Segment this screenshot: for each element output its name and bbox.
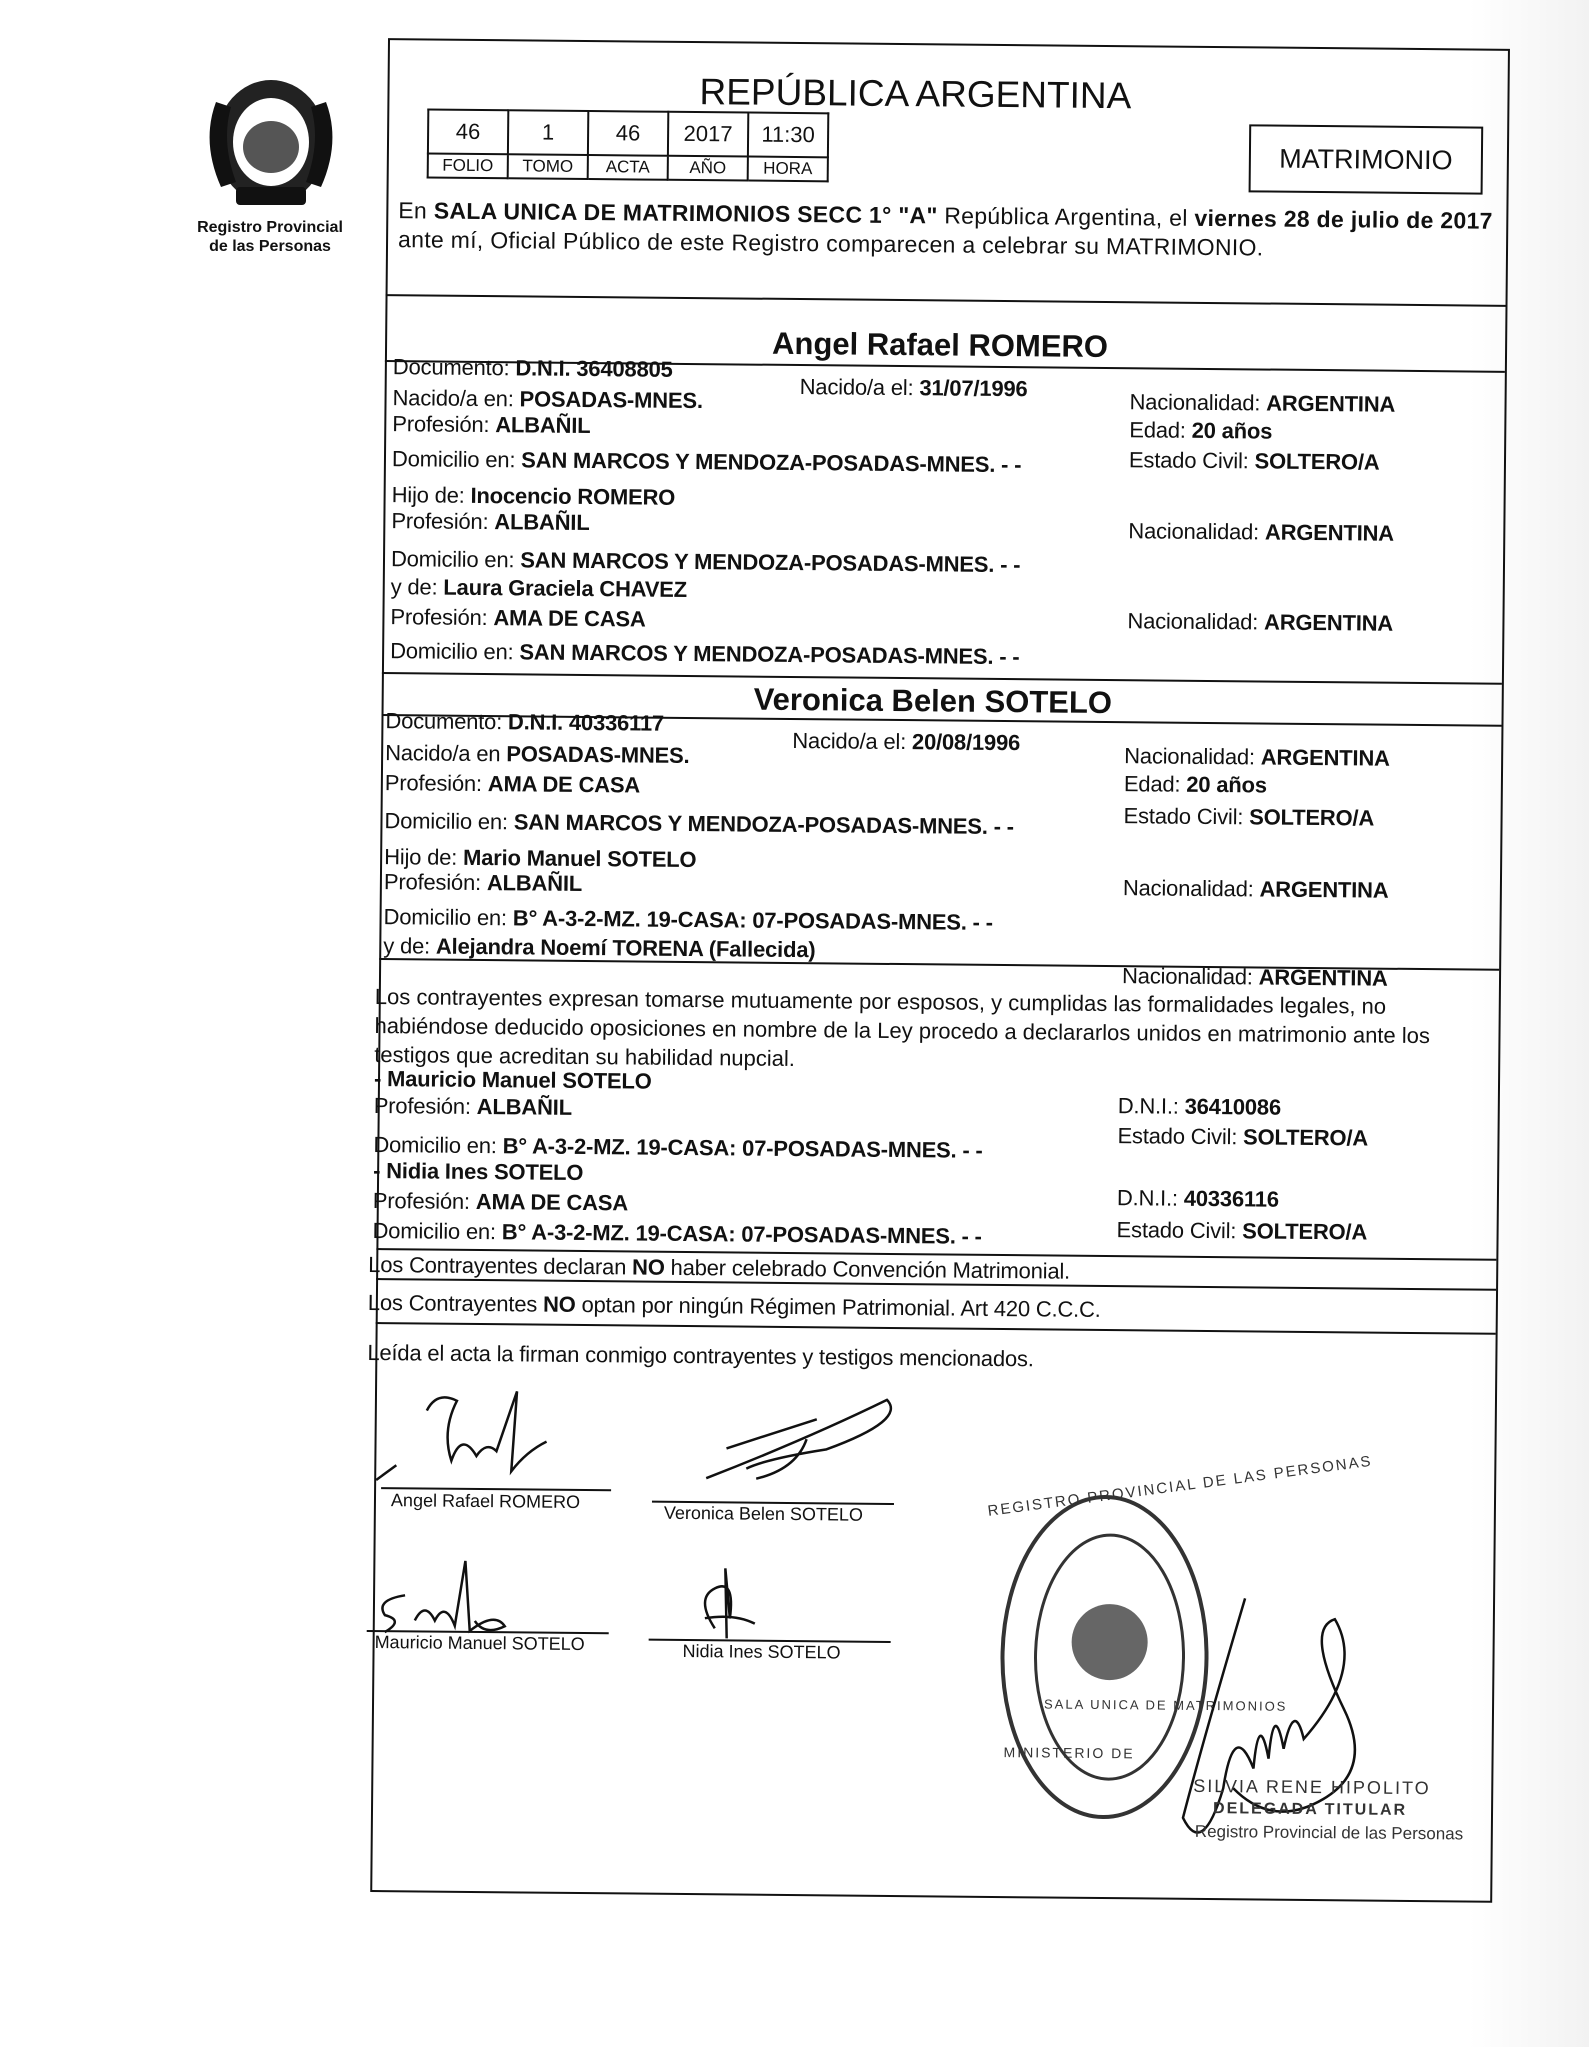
- tomo-label: TOMO: [508, 154, 588, 179]
- spouse2-birthplace: Nacido/a en POSADAS-MNES.: [385, 740, 690, 769]
- acta-value: 46: [588, 111, 668, 156]
- spouse1-father-profession: Profesión: ALBAÑIL: [391, 508, 590, 536]
- spouse2-father-nationality: Nacionalidad: ARGENTINA: [1122, 875, 1389, 903]
- hora-value: 11:30: [748, 113, 828, 158]
- folio-label: FOLIO: [428, 153, 508, 178]
- registry-table: [427, 108, 830, 182]
- issuer-caption-line2: de las Personas: [209, 238, 331, 255]
- signature-name-4: Nidia Ines SOTELO: [682, 1640, 841, 1663]
- spouse1-civil-status: Estado Civil: SOLTERO/A: [1128, 447, 1380, 475]
- spouse1-address: Domicilio en: SAN MARCOS Y MENDOZA-POSADAS-MNES. - -: [391, 446, 1022, 478]
- spouse1-name: Angel Rafael ROMERO: [771, 325, 1109, 365]
- spouse1-mother: y de: Laura Graciela CHAVEZ: [390, 574, 688, 602]
- witness1-civil-status: Estado Civil: SOLTERO/A: [1117, 1123, 1369, 1151]
- anio-value: 2017: [668, 112, 748, 157]
- signature-name-2: Veronica Belen SOTELO: [663, 1502, 864, 1525]
- spouse2-address: Domicilio en: SAN MARCOS Y MENDOZA-POSADAS-MNES. - -: [384, 808, 1014, 840]
- spouse2-profession: Profesión: AMA DE CASA: [384, 770, 641, 798]
- spouse2-father: Hijo de: Mario Manuel SOTELO: [384, 844, 697, 873]
- spouse1-mother-nationality: Nacionalidad: ARGENTINA: [1127, 608, 1394, 636]
- record-type-box: MATRIMONIO: [1249, 124, 1484, 194]
- witness2-profession: Profesión: AMA DE CASA: [372, 1187, 629, 1216]
- signature-scribble-1: [366, 1370, 587, 1492]
- folio-value: 46: [428, 109, 508, 154]
- witness1-dni: D.N.I.: 36410086: [1117, 1093, 1282, 1120]
- witness1-name: - Mauricio Manuel SOTELO: [373, 1065, 652, 1094]
- spouse2-age: Edad: 20 años: [1123, 771, 1267, 798]
- signature-name-3: Mauricio Manuel SOTELO: [374, 1632, 585, 1655]
- official-role: DELEGADA TITULAR: [1212, 1800, 1408, 1819]
- stamp-text-outer: REGISTRO PROVINCIAL DE LAS PERSONAS: [986, 1452, 1374, 1520]
- declaration-text: Los contrayentes expresan tomarse mutuamente por esposos, y cumplidas las formalidades legales, no habiéndose deducido oposiciones en nombre de la Ley procedo a declararlos unidos en matrimonio ante los testigos que acreditan su habilidad nupcial.: [374, 983, 1431, 1072]
- witness2-address: Domicilio en: B° A-3-2-MZ. 19-CASA: 07-POSADAS-MNES. - -: [372, 1217, 982, 1249]
- spouse1-profession: Profesión: ALBAÑIL: [392, 411, 591, 439]
- spouse2-nationality: Nacionalidad: ARGENTINA: [1124, 743, 1390, 771]
- spouse2-civil-status: Estado Civil: SOLTERO/A: [1123, 803, 1375, 831]
- signature-name-1: Angel Rafael ROMERO: [390, 1490, 581, 1512]
- spouse1-father-address: Domicilio en: SAN MARCOS Y MENDOZA-POSADAS-MNES. - -: [390, 546, 1021, 578]
- anio-label: AÑO: [668, 156, 748, 181]
- spouse2-birthdate: Nacido/a el: 20/08/1996: [792, 727, 1021, 756]
- official-org: Registro Provincial de las Personas: [1194, 1821, 1464, 1844]
- spouse1-father-nationality: Nacionalidad: ARGENTINA: [1128, 518, 1395, 546]
- spouse1-birthdate: Nacido/a el: 31/07/1996: [799, 374, 1028, 402]
- spouse1-age: Edad: 20 años: [1129, 417, 1273, 444]
- document-title: REPÚBLICA ARGENTINA: [699, 71, 1132, 117]
- spouse1-birthplace: Nacido/a en: POSADAS-MNES.: [392, 385, 703, 414]
- witness2-name: - Nidia Ines SOTELO: [373, 1157, 584, 1186]
- convention-clause: Los Contrayentes declaran NO haber celebrado Convención Matrimonial.: [368, 1251, 1071, 1284]
- spouse1-mother-address: Domicilio en: SAN MARCOS Y MENDOZA-POSADAS-MNES. - -: [390, 638, 1020, 670]
- acta-label: ACTA: [588, 155, 668, 180]
- official-name: SILVIA RENE HIPOLITO: [1193, 1775, 1431, 1799]
- issuer-caption-line1: Registro Provincial: [197, 219, 343, 236]
- closing-text: Leída el acta la firman conmigo contrayentes y testigos mencionados.: [367, 1339, 1034, 1372]
- spouse2-mother: y de: Alejandra Noemí TORENA (Fallecida): [383, 933, 816, 963]
- spouse1-documento: Documento: D.N.I. 36408805: [392, 354, 673, 382]
- signature-scribble-2: [686, 1378, 917, 1500]
- stamp-text-bottom: MINISTERIO DE: [1003, 1744, 1135, 1762]
- spouse2-father-address: Domicilio en: B° A-3-2-MZ. 19-CASA: 07-POSADAS-MNES. - -: [383, 904, 993, 935]
- regime-clause: Los Contrayentes NO optan por ningún Régimen Patrimonial. Art 420 C.C.C.: [367, 1289, 1101, 1322]
- witness1-address: Domicilio en: B° A-3-2-MZ. 19-CASA: 07-POSADAS-MNES. - -: [373, 1131, 983, 1163]
- spouse1-father: Hijo de: Inocencio ROMERO: [391, 482, 676, 510]
- spouse1-nationality: Nacionalidad: ARGENTINA: [1129, 389, 1396, 417]
- witness2-civil-status: Estado Civil: SOLTERO/A: [1116, 1217, 1368, 1245]
- spouse1-mother-profession: Profesión: AMA DE CASA: [390, 604, 646, 632]
- signature-scribble-4: [675, 1558, 796, 1649]
- hora-label: HORA: [748, 157, 828, 182]
- witness2-dni: D.N.I.: 40336116: [1116, 1185, 1279, 1212]
- tomo-value: 1: [508, 110, 588, 155]
- spouse2-documento: Documento: D.N.I. 40336117: [385, 708, 665, 736]
- spouse2-name: Veronica Belen SOTELO: [753, 681, 1113, 721]
- signature-scribble-3: [365, 1540, 536, 1642]
- intro-text: En SALA UNICA DE MATRIMONIOS SECC 1° "A" República Argentina, el viernes 28 de julio de 2017 ante mí, Oficial Público de este Registro comparecen a celebrar su MATRIMONIO.: [397, 197, 1493, 261]
- spouse2-father-profession: Profesión: ALBAÑIL: [383, 869, 583, 896]
- witness1-profession: Profesión: ALBAÑIL: [373, 1092, 573, 1120]
- spouse2-mother-nationality: Nacionalidad: ARGENTINA: [1121, 963, 1388, 991]
- stamp-text-inner: SALA UNICA DE MATRIMONIOS: [1043, 1696, 1288, 1714]
